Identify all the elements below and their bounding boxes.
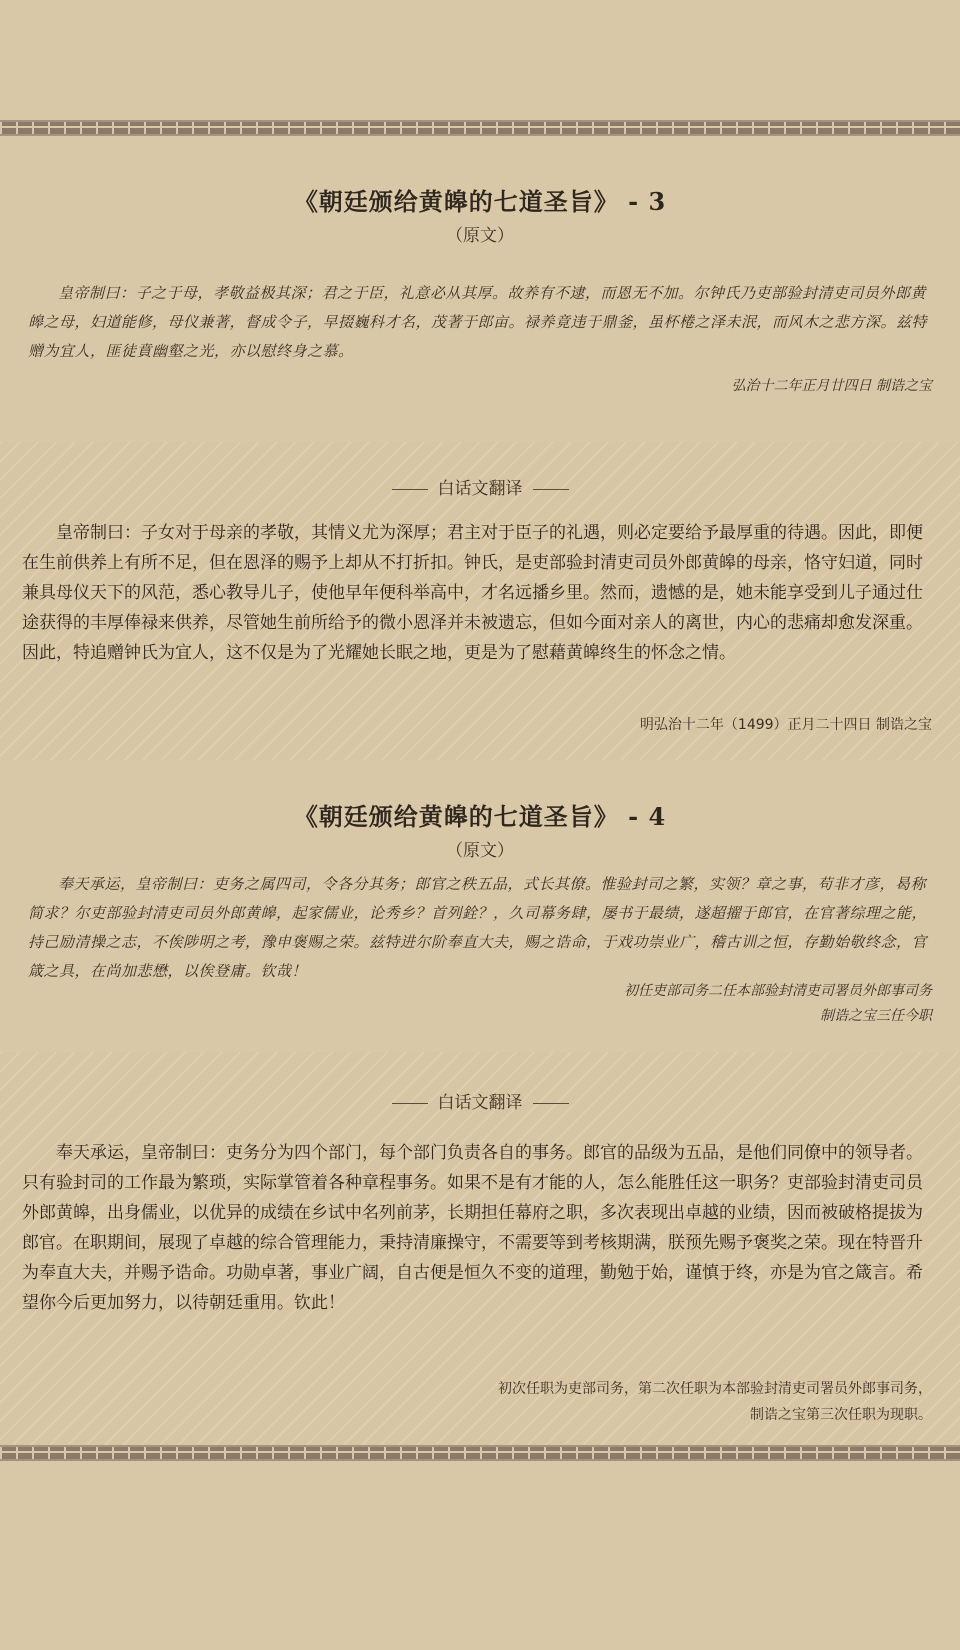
signature-line: 初任吏部司务二任本部验封清吏司署员外郎事司务 <box>624 983 932 999</box>
signature-line: 明弘治十二年（1499）正月二十四日 制诰之宝 <box>639 717 932 733</box>
section2-title: 《朝廷颁给黄皞的七道圣旨》 - 4 <box>293 802 667 831</box>
section1-original-label: （原文） <box>446 226 514 246</box>
divider <box>392 489 428 490</box>
section1-original-text: 皇帝制曰：子之于母，孝敬益极其深；君之于臣，礼意必从其厚。故养有不逮，而恩无不加。尔钟氏乃吏部验封清吏司员外郎黄皞之母，妇道能修，母仪兼著，督成令子，早掇巍科才名，茂著于郎亩。禄养竟违于鼎釜，虽杯棬之泽未泯，而风木之悲方深。兹特赠为宜人，匪徒賁幽壑之光，亦以慰终身之慕。 <box>28 284 928 360</box>
signature-line: 制诰之宝第三次任职为现职。 <box>750 1407 932 1423</box>
divider <box>392 1103 428 1104</box>
section1-original-signature <box>732 374 932 399</box>
section2-translation-heading <box>0 1088 960 1113</box>
section2-original-label: （原文） <box>446 841 514 861</box>
decorative-border-bottom <box>0 1445 960 1461</box>
section2-original-text: 奉天承运，皇帝制曰：吏务之属四司，令各分其务；郎官之秩五品，式长其僚。惟验封司之繁，实领？章之事，苟非才彦，曷称简求？尔吏部验封清吏司员外郎黄皞，起家儒业，论秀乡？首列銓？，久司幕务肆，屡书于最绩，遂超擢于郎官，在官著综理之能，持己励清操之志，不俟陟明之考，豫申褒赐之荣。兹特进尔阶奉直大夫，赐之诰命，于戏功崇业广，稽古训之恒，存勤始敬终念，官箴之具，在尚加悲懋，以俟登庸。钦哉！ <box>28 875 928 980</box>
decorative-border-top <box>0 120 960 136</box>
section1-translation-signature <box>640 712 932 738</box>
section1-translation-text: 皇帝制曰：子女对于母亲的孝敬，其情义尤为深厚；君主对于臣子的礼遇，则必定要给予最厚重的待遇。因此，即便在生前供养上有所不足，但在恩泽的赐予上却从不打折扣。钟氏，是吏部验封清吏司员外郎黄皞的母亲，恪守妇道，同时兼具母仪天下的风范，悉心教导儿子，使他早年便科举高中，才名远播乡里。然而，遗憾的是，她未能享受到儿子通过仕途获得的丰厚俸禄来供养，尽管她生前所给予的微小恩泽并未被遗忘，但如今面对亲人的离世，内心的悲痛却愈发深重。因此，特追赠钟氏为宜人，这不仅是为了光耀她长眠之地，更是为了慰藉黄皞终生的怀念之情。 <box>22 523 923 663</box>
translation-label: 白话文翻译 <box>437 1093 523 1113</box>
signature-line: 初次任职为吏部司务，第二次任职为本部验封清吏司署员外郎事司务， <box>498 1381 932 1397</box>
signature-line: 制诰之宝三任今职 <box>820 1008 932 1024</box>
translation-label: 白话文翻译 <box>437 479 523 499</box>
divider <box>533 1103 569 1104</box>
signature-line: 弘治十二年正月廿四日 制诰之宝 <box>731 378 932 394</box>
section2-original-signature <box>624 979 932 1029</box>
section2-translation-signature <box>498 1376 932 1428</box>
section1-translation-heading <box>0 474 960 499</box>
divider <box>533 489 569 490</box>
section2-translation-text: 奉天承运，皇帝制曰：吏务分为四个部门，每个部门负责各自的事务。郎官的品级为五品，是他们同僚中的领导者。只有验封司的工作最为繁琐，实际掌管着各种章程事务。如果不是有才能的人，怎么能胜任这一职务？吏部验封清吏司员外郎黄皞，出身儒业，以优异的成绩在乡试中名列前茅，长期担任幕府之职，多次表现出卓越的业绩，因而被破格提拔为郎官。在职期间，展现了卓越的综合管理能力，秉持清廉操守，不需要等到考核期满，朕预先赐予褒奖之荣。现在特晋升为奉直大夫，并赐予诰命。功勋卓著，事业广阔，自古便是恒久不变的道理，勤勉于始，谨慎于终，亦是为官之箴言。希望你今后更加努力，以待朝廷重用。钦此！ <box>22 1143 923 1313</box>
section1-title: 《朝廷颁给黄皞的七道圣旨》 - 3 <box>293 187 667 216</box>
